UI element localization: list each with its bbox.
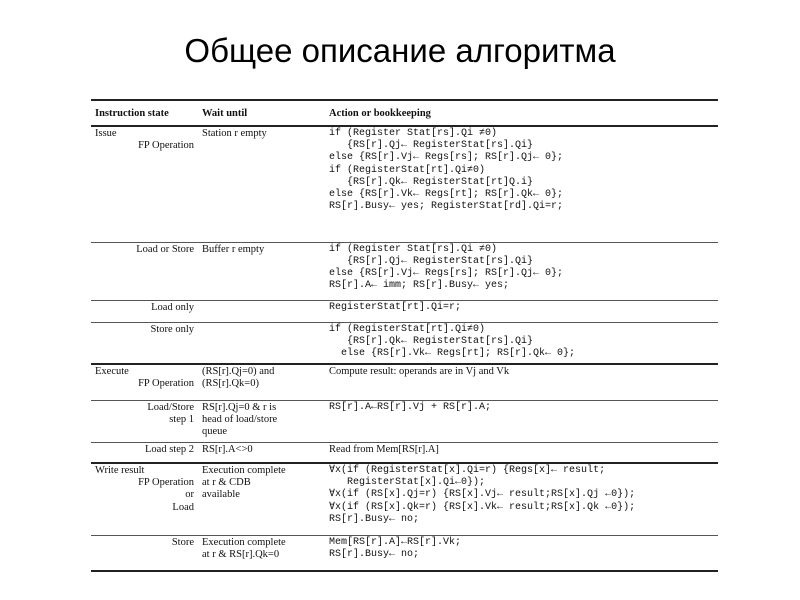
instruction-state-cell <box>91 364 198 400</box>
wait-condition-line: RS[r].A<>0 <box>202 443 253 455</box>
action-cell <box>325 364 718 400</box>
action-line: {RS[r].Qj← RegisterStat[rs].Qi} <box>329 255 534 267</box>
instruction-state-cell <box>91 535 198 571</box>
action-line: RS[r].Busy← yes; RegisterStat[rd].Qi=r; <box>329 201 564 213</box>
wait-until-cell <box>198 126 325 242</box>
table-row <box>91 442 718 463</box>
state-label: FP Operation <box>138 140 194 152</box>
table-header-row <box>91 100 718 126</box>
table-row <box>91 322 718 364</box>
table-row <box>91 535 718 571</box>
state-label: Load/Store <box>147 401 194 413</box>
action-line: else {RS[r].Vk← Regs[rt]; RS[r].Qk← 0}; <box>329 189 564 201</box>
instruction-state-cell <box>91 400 198 442</box>
instruction-state-cell <box>91 442 198 463</box>
state-label: Load step 2 <box>145 443 194 455</box>
state-label: Execute <box>95 366 129 377</box>
wait-condition-line: available <box>202 489 240 501</box>
action-line: RS[r].A← imm; RS[r].Busy← yes; <box>329 280 510 292</box>
action-line: Read from Mem[RS[r].A] <box>329 443 439 455</box>
action-line: Mem[RS[r].A]←RS[r].Vk; <box>329 536 462 548</box>
action-line: ∀x(if (RegisterStat[x].Qi=r) {Regs[x]← result; <box>329 465 606 476</box>
action-cell <box>325 400 718 442</box>
wait-condition-line: Buffer r empty <box>202 243 265 255</box>
action-line: if (Register Stat[rs].Qi ≠0) <box>329 128 498 139</box>
wait-condition-line: Execution complete <box>202 536 286 548</box>
action-cell <box>325 535 718 571</box>
action-line: Compute result: operands are in Vj and Vk <box>329 366 510 377</box>
instruction-state-cell <box>91 463 198 535</box>
slide-title: Общее описание алгоритма <box>184 32 616 69</box>
state-label: Load only <box>151 301 194 313</box>
action-line: RegisterStat[x].Qi←0}); <box>329 477 486 489</box>
action-line: else {RS[r].Vj← Regs[rs]; RS[r].Qj← 0}; <box>329 152 564 164</box>
action-cell <box>325 463 718 535</box>
action-cell <box>325 126 718 242</box>
wait-condition-line: head of load/store <box>202 413 278 425</box>
action-line: else {RS[r].Vj← Regs[rs]; RS[r].Qj← 0}; <box>329 267 564 279</box>
algorithm-table <box>91 99 718 572</box>
state-label: Load <box>172 501 194 513</box>
action-line: RS[r].Busy← no; <box>329 513 420 525</box>
table-row <box>91 463 718 535</box>
action-cell <box>325 322 718 364</box>
state-label: Store only <box>150 323 194 335</box>
wait-condition-line: (RS[r].Qk=0) <box>202 378 259 390</box>
action-cell <box>325 242 718 300</box>
wait-condition-line: (RS[r].Qj=0) and <box>202 366 275 377</box>
action-line: {RS[r].Qk← RegisterStat[rs].Qi} <box>329 335 534 347</box>
action-line: {RS[r].Qk← RegisterStat[rt]Q.i} <box>329 176 534 188</box>
action-line: RegisterStat[rt].Qi=r; <box>329 301 462 313</box>
instruction-state-cell <box>91 242 198 300</box>
wait-condition-line: queue <box>202 425 228 437</box>
wait-condition-line: RS[r].Qj=0 & r is <box>202 401 277 413</box>
action-line: RS[r].Busy← no; <box>329 548 420 560</box>
action-line: if (Register Stat[rs].Qi ≠0) <box>329 243 498 255</box>
state-label: Write result <box>95 465 145 476</box>
wait-until-cell <box>198 442 325 463</box>
header-action: Action or bookkeeping <box>325 100 718 126</box>
instruction-state-cell <box>91 322 198 364</box>
wait-until-cell <box>198 300 325 322</box>
action-line: ∀x(if (RS[x].Qj=r) {RS[x].Vj← result;RS[x].Qj ←0}); <box>329 489 636 501</box>
state-label: Store <box>171 536 194 548</box>
wait-condition-line: Station r empty <box>202 128 267 139</box>
instruction-state-cell <box>91 300 198 322</box>
wait-until-cell <box>198 535 325 571</box>
action-line: {RS[r].Qj← RegisterStat[rs].Qi} <box>329 140 534 152</box>
wait-condition-line: at r & RS[r].Qk=0 <box>202 548 280 560</box>
wait-until-cell <box>198 364 325 400</box>
state-label: Load or Store <box>136 243 194 255</box>
action-line: ∀x(if (RS[x].Qk=r) {RS[x].Vk← result;RS[x].Qk ←0}); <box>329 501 636 513</box>
action-line: RS[r].A←RS[r].Vj + RS[r].A; <box>329 401 492 413</box>
state-label: or <box>185 489 194 501</box>
wait-until-cell <box>198 400 325 442</box>
wait-condition-line: at r & CDB <box>202 477 251 489</box>
state-label: FP Operation <box>138 477 194 489</box>
action-line: else {RS[r].Vk← Regs[rt]; RS[r].Qk← 0}; <box>329 347 576 359</box>
action-cell <box>325 442 718 463</box>
wait-until-cell <box>198 463 325 535</box>
instruction-state-cell <box>91 126 198 242</box>
wait-until-cell <box>198 242 325 300</box>
state-label: FP Operation <box>138 378 194 390</box>
table-row <box>91 400 718 442</box>
action-line: if (RegisterStat[rt].Qi≠0) <box>329 164 486 176</box>
table-row <box>91 300 718 322</box>
state-label: step 1 <box>169 413 194 425</box>
table-row <box>91 126 718 242</box>
table-row <box>91 242 718 300</box>
table-row <box>91 364 718 400</box>
action-cell <box>325 300 718 322</box>
table-body <box>91 126 718 571</box>
header-instruction-state: Instruction state <box>91 100 198 126</box>
action-line: if (RegisterStat[rt].Qi≠0) <box>329 323 486 335</box>
header-wait-until: Wait until <box>198 100 325 126</box>
state-label: Issue <box>95 128 117 139</box>
wait-condition-line: Execution complete <box>202 465 286 476</box>
wait-until-cell <box>198 322 325 364</box>
